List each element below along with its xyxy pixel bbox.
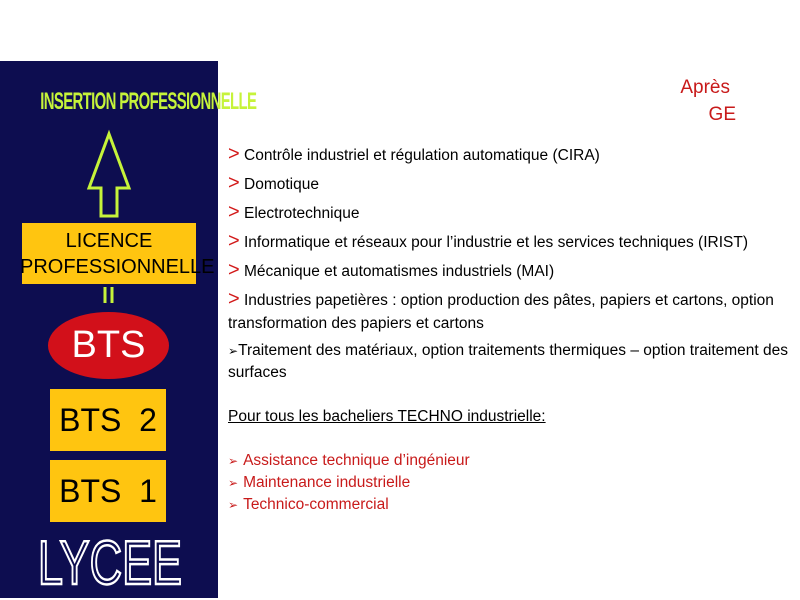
- bts1-box: BTS 1: [50, 460, 166, 522]
- bts2-box: BTS 2: [50, 389, 166, 451]
- connector-lines: [102, 287, 116, 305]
- lycee-label: [30, 529, 190, 598]
- formations-list: [228, 143, 788, 516]
- techno-list: [228, 450, 788, 516]
- list-item: > Electrotechnique: [228, 201, 360, 223]
- licence-professionnelle-box: [20, 223, 215, 284]
- licence-line2: PROFESSIONNELLE: [20, 256, 215, 278]
- apres-label: Après: [680, 77, 730, 98]
- list-item: ➢ Assistance technique d’ingénieur: [228, 452, 470, 469]
- list-item: > Informatique et réseaux pour l’industrie et les services techniques (IRIST): [228, 230, 748, 252]
- list-item: ➢ Technico-commercial: [228, 496, 389, 513]
- list-item: > Mécanique et automatismes industriels (MAI): [228, 259, 555, 281]
- lycee-text: LYCEE: [38, 529, 182, 598]
- apres-ge-title: [600, 74, 736, 128]
- list-item: > Domotique: [228, 172, 319, 194]
- techno-heading: Pour tous les bacheliers TECHNO industrielle:: [228, 408, 546, 425]
- list-item: > Contrôle industriel et régulation automatique (CIRA): [228, 143, 600, 165]
- bts-oval: BTS: [48, 312, 169, 379]
- insertion-professionnelle-label: INSERTION PROFESSIONNELLE: [40, 88, 257, 115]
- ge-label: GE: [708, 104, 736, 125]
- up-arrow-icon: [86, 132, 132, 218]
- licence-line1: LICENCE: [65, 230, 153, 252]
- list-item: > Industries papetières : option production des pâtes, papiers et cartons, option transformation des papiers et cartons: [228, 288, 774, 332]
- list-item: ➢ Maintenance industrielle: [228, 474, 411, 491]
- list-item: ➢Traitement des matériaux, option traitements thermiques – option traitement des surfaces: [228, 342, 789, 381]
